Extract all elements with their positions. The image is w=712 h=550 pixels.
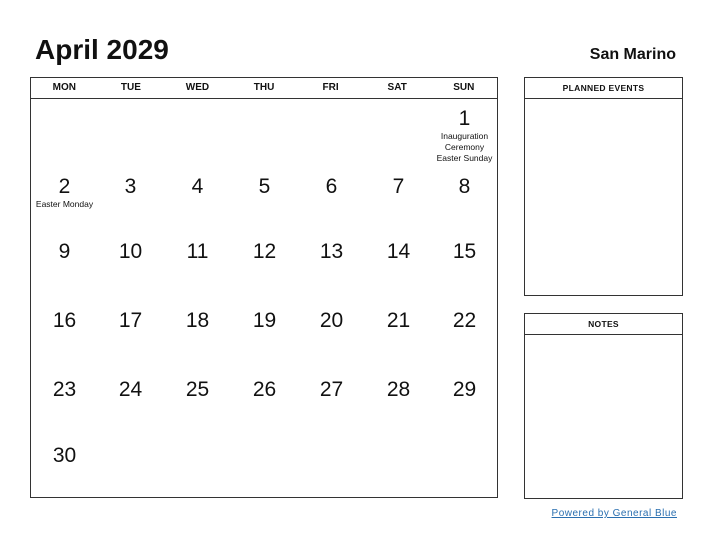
day-cell	[164, 240, 231, 264]
day-cell	[431, 309, 498, 333]
day-cell	[231, 378, 298, 402]
day-cell	[431, 378, 498, 402]
day-cell	[97, 309, 164, 333]
day-cell	[298, 175, 365, 199]
day-number: 13	[319, 240, 344, 263]
event-label: Easter Monday	[35, 199, 94, 209]
powered-by-link[interactable]: Powered by General Blue	[551, 508, 677, 519]
page-title: April 2029	[35, 34, 169, 65]
day-cell	[298, 240, 365, 264]
day-cell	[365, 175, 432, 199]
day-number: 18	[185, 309, 210, 332]
weekday-tue: TUE	[120, 82, 141, 93]
day-cell	[431, 240, 498, 264]
day-number: 11	[186, 240, 209, 263]
day-cell	[231, 175, 298, 199]
day-cell	[97, 175, 164, 199]
day-cell	[298, 309, 365, 333]
day-number: 16	[52, 309, 77, 332]
day-number: 28	[386, 378, 411, 401]
day-cell	[164, 309, 231, 333]
day-number: 4	[191, 175, 204, 198]
day-number: 7	[392, 175, 405, 198]
day-number: 15	[452, 240, 477, 263]
weekday-sun: SUN	[453, 82, 475, 93]
day-number: 1	[458, 107, 471, 130]
day-number: 2	[58, 175, 71, 198]
day-cell	[164, 378, 231, 402]
day-cell	[31, 175, 98, 210]
day-number: 22	[452, 309, 477, 332]
calendar-grid	[30, 77, 498, 498]
event-label: Inauguration	[440, 131, 489, 141]
day-number: 29	[452, 378, 477, 401]
weekday-thu: THU	[253, 82, 275, 93]
day-number: 19	[252, 309, 277, 332]
day-number: 27	[319, 378, 344, 401]
day-number: 12	[252, 240, 277, 263]
day-number: 5	[258, 175, 271, 198]
day-number: 9	[58, 240, 71, 263]
day-cell	[231, 309, 298, 333]
day-cell	[31, 378, 98, 402]
planned-events-panel[interactable]	[524, 77, 683, 296]
day-number: 3	[124, 175, 137, 198]
event-label: Ceremony	[444, 142, 485, 152]
weekday-fri: FRI	[322, 82, 339, 93]
day-cell	[31, 240, 98, 264]
day-cell	[164, 175, 231, 199]
weekday-sat: SAT	[387, 82, 407, 93]
weekday-wed: WED	[185, 82, 210, 93]
day-cell	[431, 107, 498, 164]
notes-header: NOTES	[525, 314, 682, 335]
day-number: 17	[118, 309, 143, 332]
day-number: 6	[325, 175, 338, 198]
day-number: 8	[458, 175, 471, 198]
day-cell	[31, 444, 98, 468]
day-cell	[97, 240, 164, 264]
day-number: 24	[118, 378, 143, 401]
day-cell	[97, 378, 164, 402]
day-cell	[365, 309, 432, 333]
planned-events-header: PLANNED EVENTS	[525, 78, 682, 99]
notes-panel[interactable]	[524, 313, 683, 499]
day-cell	[298, 378, 365, 402]
day-number: 26	[252, 378, 277, 401]
weekday-header	[31, 78, 497, 99]
day-number: 30	[52, 444, 77, 467]
day-cell	[365, 240, 432, 264]
weekday-mon: MON	[52, 82, 76, 93]
day-cell	[431, 175, 498, 199]
country-name: San Marino	[589, 46, 676, 63]
day-number: 20	[319, 309, 344, 332]
day-number: 14	[386, 240, 411, 263]
day-cell	[365, 378, 432, 402]
day-number: 23	[52, 378, 77, 401]
day-cell	[231, 240, 298, 264]
day-number: 25	[185, 378, 210, 401]
day-number: 21	[386, 309, 411, 332]
event-label: Easter Sunday	[436, 153, 493, 163]
day-number: 10	[118, 240, 143, 263]
day-cell	[31, 309, 98, 333]
